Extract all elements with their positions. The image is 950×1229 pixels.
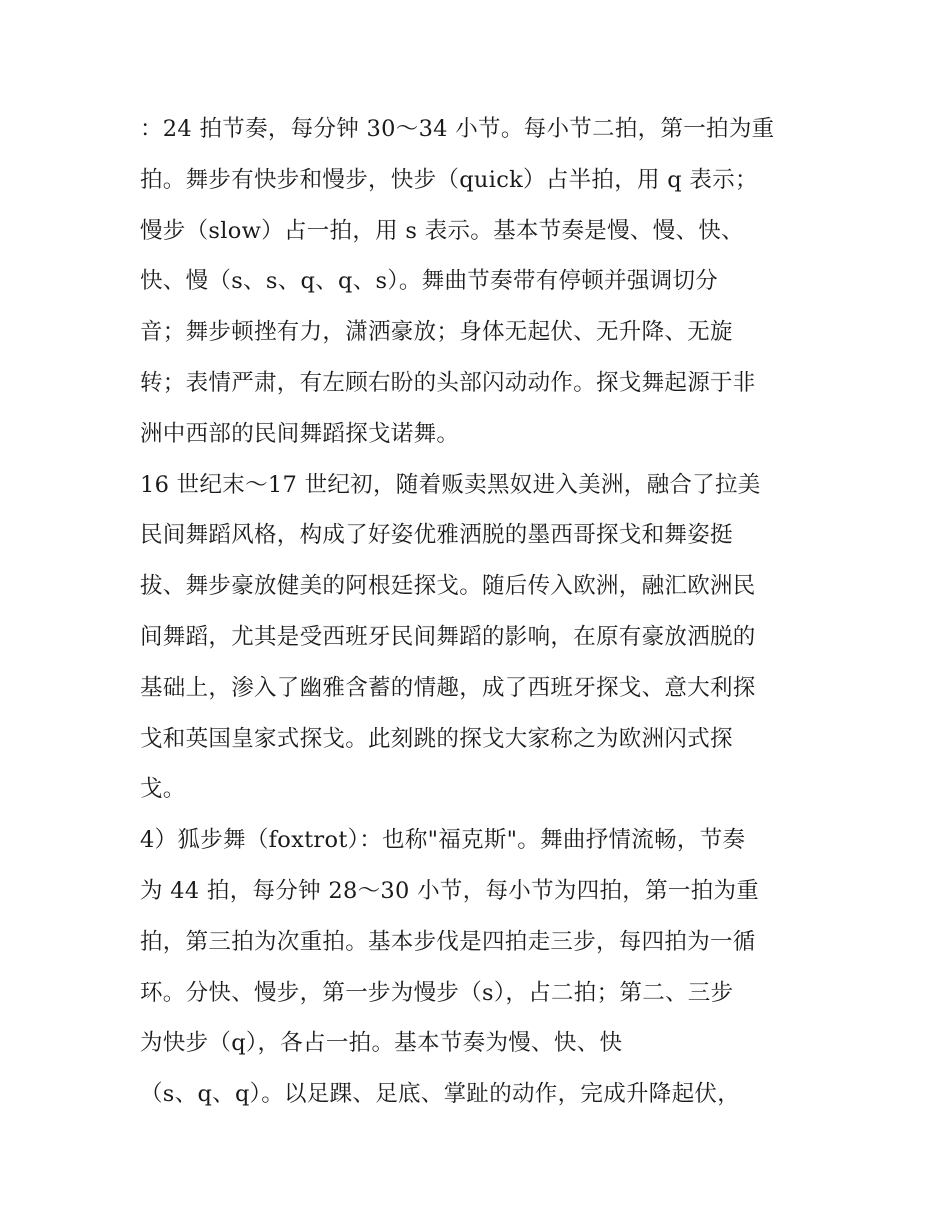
text-line: ：24 拍节奏，每分钟 30～34 小节。每小节二拍，第一拍为重 (140, 116, 775, 142)
text-line: （s、q、q）。以足踝、足底、掌趾的动作，完成升降起伏， (140, 1081, 741, 1108)
text-line: 戈和英国皇家式探戈。此刻跳的探戈大家称之为欧洲闪式探 (140, 725, 733, 752)
text-line: 快、慢（s、s、q、q、s）。舞曲节奏带有停顿并强调切分 (140, 268, 719, 295)
text-line: 戈。 (140, 776, 186, 803)
text-line: 基础上，渗入了幽雅含蓄的情趣，成了西班牙探戈、意大利探 (140, 674, 756, 701)
text-line: 4）狐步舞（foxtrot）：也称"福克斯"。舞曲抒情流畅，节奏 (140, 827, 746, 854)
text-line: 拍，第三拍为次重拍。基本步伐是四拍走三步，每四拍为一循 (140, 928, 756, 955)
text-line: 为 44 拍，每分钟 28～30 小节，每小节为四拍，第一拍为重 (140, 877, 760, 904)
text-line: 为快步（q），各占一拍。基本节奏为慢、快、快 (140, 1030, 623, 1057)
text-line: 音；舞步顿挫有力，潇洒豪放；身体无起伏、无升降、无旋 (140, 319, 733, 346)
text-line: 环。分快、慢步，第一步为慢步（s），占二拍；第二、三步 (140, 979, 734, 1006)
text-line: 间舞蹈，尤其是受西班牙民间舞蹈的影响，在原有豪放洒脱的 (140, 623, 756, 650)
document-body (140, 104, 820, 1120)
text-line: 转；表情严肃，有左顾右盼的头部闪动动作。探戈舞起源于非 (140, 369, 756, 396)
text-line: 拔、舞步豪放健美的阿根廷探戈。随后传入欧洲，融汇欧洲民 (140, 573, 756, 600)
text-line: 慢步（slow）占一拍，用 s 表示。基本节奏是慢、慢、快、 (140, 217, 744, 244)
text-line: 民间舞蹈风格，构成了好姿优雅洒脱的墨西哥探戈和舞姿挺 (140, 522, 733, 549)
text-line: 16 世纪末～17 世纪初，随着贩卖黑奴进入美洲，融合了拉美 (140, 471, 761, 498)
text-line: 洲中西部的民间舞蹈探戈诺舞。 (140, 420, 460, 447)
text-line: 拍。舞步有快步和慢步，快步（quick）占半拍，用 q 表示； (140, 166, 758, 193)
